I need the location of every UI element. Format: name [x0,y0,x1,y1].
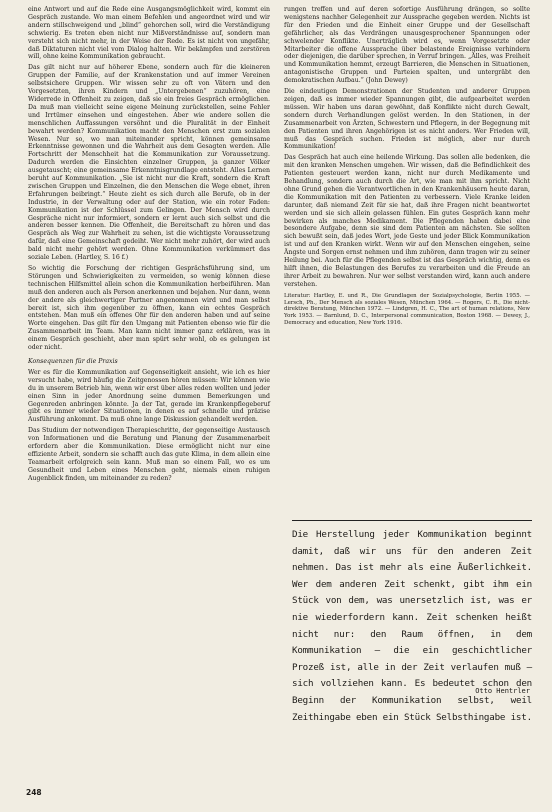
body-paragraph: rungen treffen und auf deren sofortige Ausführung drängen, so sollte wenigstens nachher Gelegenheit zur Aussprache gegeben werden. Nichts ist für den Frieden und die Einheit einer Gruppe und der Gesellschaft gefährlicher, als das Verdrängen unausgesprochener Spannungen oder schwelender Konflikte. Unerträglich wird es, wenn Vorgesetzte oder Mitarbeiter die offene Aussprache über belastende Ereignisse verhindern oder diejenigen, die darüber sprechen, in Verruf bringen. „Alles, was Freiheit und Kommunikation hemmt, erzeugt Barrieren, die Menschen in Situationen, antagonistische Gruppen und Parteien spalten, und untergräbt den demokratischen Aufbau.“ (John Dewey) [284,6,530,85]
body-paragraph: So wichtig die Forschung der richtigen Gesprächsführung sind, um Störungen und Schwierigkeiten zu vermeiden, so wenig können diese technischen Hilfsmittel allein schon die Kommunikation herbeiführen. Man muß den anderen auch als Person anerkennen und bejahen. Nur dann, wenn der andere als gleichwertiger Partner angenommen wird und man selbst bereit ist, sich ihm gegenüber zu öffnen, kann ein echtes Gespräch entstehen. Man muß ein offenes Ohr für den anderen haben und auf seine Worte eingehen. Das gilt für den Umgang mit Patienten ebenso wie für die Zusammenarbeit im Team. Man kann nicht immer ganz erklären, was in einem Gespräch geschieht, aber man spürt sehr wohl, ob es gelungen ist oder nicht. [28,265,270,352]
quote-box [292,520,532,723]
body-paragraph: Die eindeutigen Demonstrationen der Studenten und anderer Gruppen zeigen, daß es immer wieder Spannungen gibt, die aufgearbeitet werden müssen. Wir haben uns daran gewöhnt, daß Konflikte nicht durch Gewalt, sondern durch Verhandlungen gelöst werden. In den Stationen, in der Zusammenarbeit von Ärzten, Schwestern und Pflegern, in der Begegnung mit den Patienten und ihren Angehörigen ist es nicht anders. Wer Frieden will, muß das Gespräch suchen. Frieden ist möglich, aber nur durch Kommunikation! [284,88,530,151]
section-heading: Konsequenzen für die Praxis [28,357,118,365]
quote-text: Die Herstellung jeder Kommunikation beginnt damit, daß wir uns für den anderen Zeit nehmen. Das ist mehr als eine Äußerlichkeit. Wer dem anderen Zeit schenkt, gibt ihm ein Stück von dem, was unersetzlich ist, was er nie wiederfordern kann. Zeit schenken heißt nicht nur: den Raum öffnen, in dem Kommunikation – die ein geschichtlicher Prozeß ist, alle in der Zeit verlaufen muß – sich vollziehen kann. Es bedeutet schon den Beginn der Kommunikation selbst, weil Zeithingabe eben ein Stück Selbsthingabe ist. [292,529,532,723]
body-paragraph: Das Gespräch hat auch eine heilende Wirkung. Das sollen alle bedenken, die mit den kranken Menschen umgehen. Wir wissen, daß die Befindlichkeit des Patienten gesteuert werden kann, nicht nur durch Medikamente und Behandlung, sondern auch durch die Art, wie man mit ihm spricht. Nicht ohne Grund gehen die Verantwortlichen in den Krankenhäusern heute daran, die Kommunikation mit den Patienten zu verbessern. Viele Kranke leiden darunter, daß niemand Zeit für sie hat, daß ihre Fragen nicht beantwortet werden und sie sich allein gelassen fühlen. Ein gutes Gespräch kann mehr bewirken als manches Medikament. Die Pflegenden haben dabei eine besondere Aufgabe, denn sie sind dem Patienten am nächsten. Sie sollten sich bewußt sein, daß jedes Wort, jede Geste und jeder Blick Kommunikation ist und auf den Kranken wirkt. Wenn wir auf den Menschen eingehen, seine Ängste und Sorgen ernst nehmen und ihm zuhören, dann tragen wir zu seiner Heilung bei. Auch für die Pflegenden selbst ist das Gespräch wichtig, denn es hilft ihnen, die Belastungen des Berufes zu verarbeiten und die Freude an ihrer Arbeit zu bewahren. Nur wer selbst verstanden wird, kann auch andere verstehen. [284,154,530,288]
references: Literatur: Hartley, E. und R., Die Grundlagen der Sozialpsychologie, Berlin 1955. — Lersch, Ph., Der Mensch als soziales Wesen, München 1964. — Rogers, C. R., Die nicht-direktive Beratung, München 1972. — Lindgren, H. C., The art of human relations, New York 1953. — Barnlund, D. C., Interpersonal communication, Boston 1968. — Dewey, J., Democracy and education, New York 1916. [284,292,530,326]
left-column [28,6,270,486]
body-paragraph: eine Antwort und auf die Rede eine Ausgangsmöglichkeit wird, kommt ein Gespräch zustande. Wo man einem Befehlen und angeordnet wird und wir andern stillschweigend und „blind“ gehorchen soll, wird die Verständigung schwierig. Es treten eben nicht nur Mißverständnisse auf, sondern man versteht sich nicht mehr, in der Weise der Rede. Es ist nicht von ungefähr, daß Diktaturen nicht viel vom Dialog halten. Wir bekämpfen und zerstören will, ohne keine Kommunikation gebraucht. [28,6,270,61]
quote-author: Otto Hentrler [475,687,530,695]
page-number: 248 [26,788,42,797]
body-paragraph: Das Studium der notwendigen Therapieschritte, der gegenseitige Austausch von Informationen und die Beratung und Planung der Zusammenarbeit erfordern aber die Kommunikation. Diese ermöglicht nicht nur eine effiziente Arbeit, sondern sie schafft auch das gute Klima, in dem allein eine Teamarbeit erfolgreich sein kann. Muß man so einem Fall, wo es um Gesundheit und Leben eines Menschen geht, niemals einen ruhigen Augenblick finden, um miteinander zu reden? [28,427,270,482]
right-column [284,6,530,330]
body-paragraph: Wer es für die Kommunikation auf Gegenseitigkeit ansieht, wie ich es hier versucht habe, wird häufig die Zeitgenossen hören müssen: Wir können wie du in unserem Betrieb hin, wenn wir erst über alles reden wollten und jeder einen Sinn in jeder Anordnung seine dummen Bemerkungen und Gegenreden anbringen könnte. Ja der Tat, gerade im Krankenpflegeberuf gibt es immer wieder Situationen, in denen es auf schnelle und präzise Ausführung ankommt. Da muß ohne lange Diskussion gehandelt werden. [28,368,270,424]
body-paragraph: Das gilt nicht nur auf höherer Ebene, sondern auch für die kleineren Gruppen der Familie, auf der Krankenstation und auf immer Vereinen selbstsichere Gruppen. Wir wissen sehr zu oft von Vätern und den Vorgesetzten, ihren Kindern und „Untergebenen“ zuzuhören, eine Widerrede in Offenheit zu zeigen, daß sie ein freies Gespräch ermöglichen. Da muß man vielleicht seine eigene Meinung zurückstellen, seine Fehler und Irrtümer einsehen und eingestehen. Aber wie andere sollen die menschlichen Auffassungen versöhnt und die Pluralität in der Einheit bewahrt werden? Kommunikation macht den Menschen erst zum sozialen Wesen. Nur so, wo man miteinander spricht, können gemeinsame Erkenntnisse gewonnen und die Wahrheit aus dem Gesagten werden. Alle Fortschritt der Menschheit hat die Kommunikation zur Voraussetzung. Dadurch werden die Einsichten einzelner Gruppen, ja ganzer Völker ausgetauscht; eine gemeinsame Erkenntnisgrundlage entsteht. Alles Lernen beruht auf Kommunikation. „Sie ist nicht nur die Kraft, sondern die Kraft zwischen Gruppen und Einzelnen, die den Menschen die Wege ebnet, ihren Erfahrungen beibringt.“ Heute zieht es sich durch alle Berufe, ob in der Industrie, in der Verwaltung oder auf der Station, wie ein roter Faden: Kommunikation ist der Schlüssel zum Gelingen. Der Mensch wird durch Gespräche nicht nur informiert, sondern er lernt auch sich selbst und die anderen besser kennen. Die Offenheit, die Bereitschaft zu hören und das Gespräch als Weg zur Wahrheit zu sehen, ist die wichtigste Voraussetzung dafür, daß eine Gemeinschaft gedeiht. Wer nicht mehr zuhört, der wird auch bald nicht mehr gehört werden. Ohne Kommunikation verkümmert das soziale Leben. (Hartley, S. 16 f.) [28,64,270,262]
